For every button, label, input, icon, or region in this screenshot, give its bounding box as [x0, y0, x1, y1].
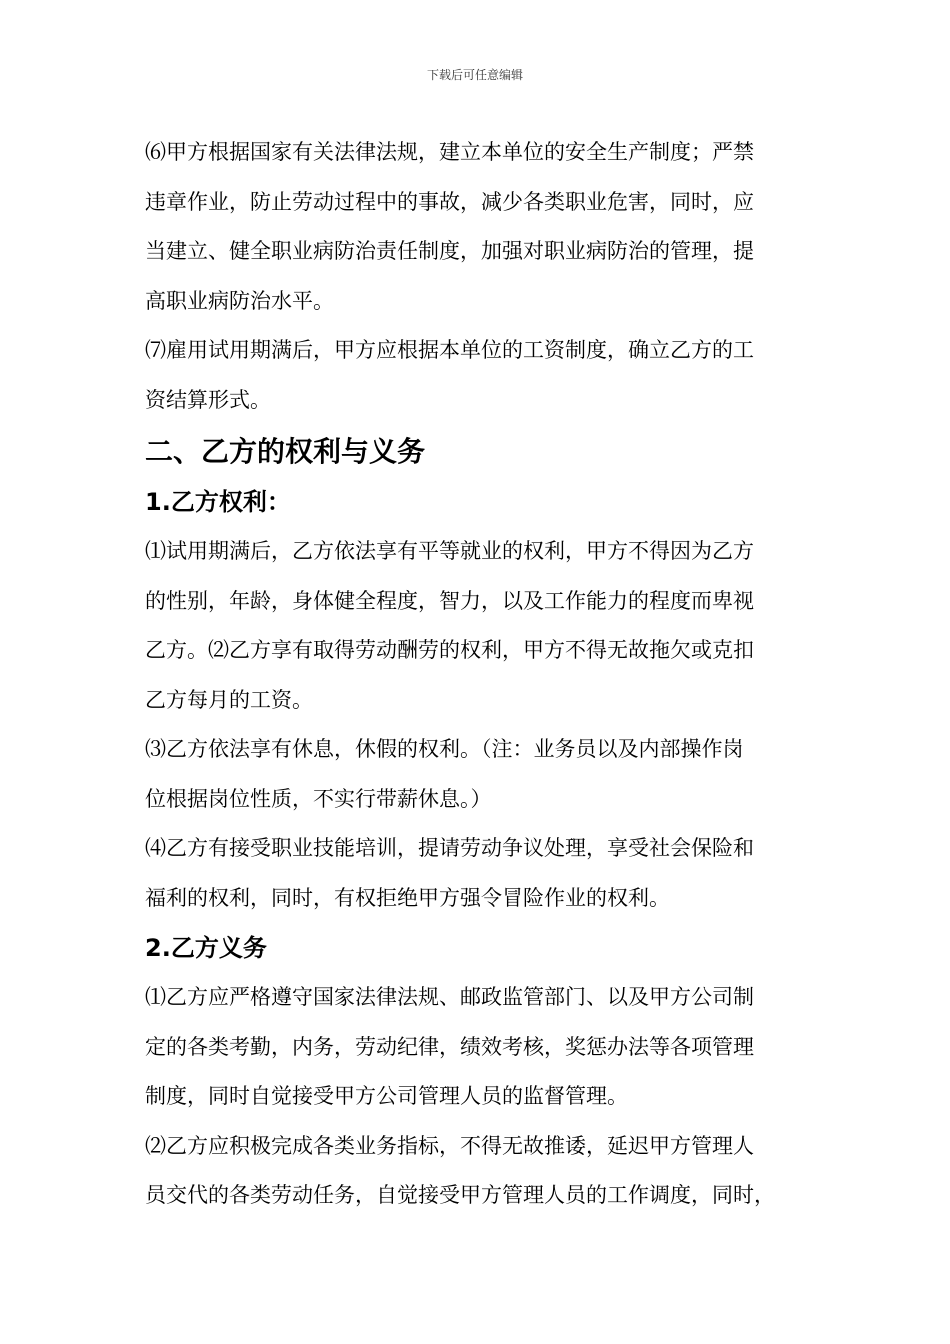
rights-paragraph-4: ⑷乙方有接受职业技能培训，提请劳动争议处理，享受社会保险和 福利的权利，同时，有权拒绝甲方强令冒险作业的权利。 — [145, 836, 754, 910]
subheading-rights: 1.乙方权利： — [145, 488, 291, 516]
rights-paragraph-1-2: ⑴试用期满后，乙方依法享有平等就业的权利，甲方不得因为乙方 的性别，年龄，身体健全程度，智力，以及工作能力的程度而卑视 乙方。⑵乙方享有取得劳动酬劳的权利，甲方不得无故拖欠或克扣 乙方每月的工资。 — [145, 539, 754, 712]
document-body — [145, 128, 810, 1221]
paragraph-6: ⑹甲方根据国家有关法律法规，建立本单位的安全生产制度；严禁 违章作业，防止劳动过程中的事故，减少各类职业危害，同时，应 当建立、健全职业病防治责任制度，加强对职业病防治的管理，提 高职业病防治水平。 — [145, 140, 754, 313]
paragraph-7: ⑺雇用试用期满后，甲方应根据本单位的工资制度，确立乙方的工 资结算形式。 — [145, 338, 754, 412]
section-heading-party-b: 二、乙方的权利与义务 — [145, 435, 426, 468]
duties-paragraph-2: ⑵乙方应积极完成各类业务指标，不得无故推诿，延迟甲方管理人 员交代的各类劳动任务，自觉接受甲方管理人员的工作调度，同时， — [145, 1133, 775, 1207]
subheading-duties: 2.乙方义务 — [145, 934, 267, 962]
page-header: 下载后可任意编辑 — [426, 68, 523, 82]
duties-paragraph-1: ⑴乙方应严格遵守国家法律法规、邮政监管部门、以及甲方公司制 定的各类考勤，内务，劳动纪律，绩效考核，奖惩办法等各项管理 制度，同时自觉接受甲方公司管理人员的监督管理。 — [145, 985, 754, 1108]
rights-paragraph-3: ⑶乙方依法享有休息，休假的权利。（注：业务员以及内部操作岗 位根据岗位性质，不实行带薪休息。） — [145, 737, 744, 811]
